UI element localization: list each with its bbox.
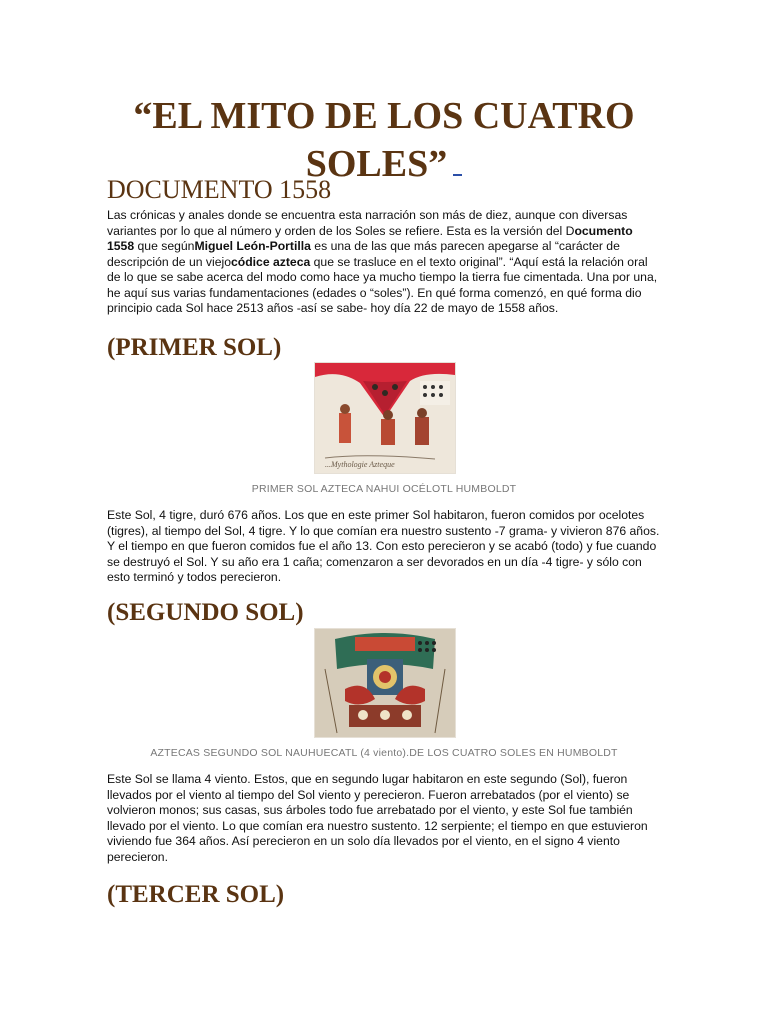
segundo-sol-codex-image: [314, 628, 456, 738]
intro-bold-codice: códice azteca: [230, 254, 311, 269]
title-link-mark[interactable]: [453, 162, 462, 176]
primer-sol-codex-image: [314, 362, 456, 474]
caption-primer-sol: PRIMER SOL AZTECA NAHUI OCÉLOTL HUMBOLDT: [251, 483, 517, 495]
document-heading: DOCUMENTO 1558: [107, 175, 332, 204]
intro-paragraph: [107, 208, 663, 317]
section-heading-tercer-sol: (TERCER SOL): [107, 881, 285, 908]
intro-text-3: es una de las que más parecen apegarse al “carácter de descripción de un viejo: [107, 239, 620, 269]
intro-text-2: que según: [134, 239, 195, 253]
intro-bold-author: Miguel León-Portilla: [194, 239, 311, 253]
title-line-2: SOLES”: [305, 143, 448, 185]
section-heading-primer-sol: (PRIMER SOL): [107, 334, 282, 361]
intro-text-4: que se trasluce en el texto original”. “Aquí está la relación oral de lo que se sabe acerca del modo como hace ya mucho tiempo la tierra fue cimentada. Una por una, he aquí sus varias fundamentaciones (edades o “soles”). En qué forma comenzó, en qué forma dio principio cada Sol hace 2513 años -así se sabe- hoy día 22 de mayo de 1558 años.: [107, 254, 658, 315]
caption-segundo-sol: AZTECAS SEGUNDO SOL NAUHUECATL (4 viento).DE LOS CUATRO SOLES EN HUMBOLDT: [150, 747, 618, 759]
section-heading-segundo-sol: (SEGUNDO SOL): [107, 599, 304, 626]
intro-text-1: Las crónicas y anales donde se encuentra esta narración son más de diez, aunque con diversas variantes por lo que al número y orden de los Soles se refiere. Esta es la versión del D: [107, 208, 628, 238]
paragraph-primer-sol: Este Sol, 4 tigre, duró 676 años. Los que en este primer Sol habitaron, fueron comidos por ocelotes (tigres), al tiempo del Sol, 4 tigre. Y lo que comían era nuestro sustento -7 grama- y vivieron 876 años. Y el tiempo en que fueron comidos fue el año 13. Con esto perecieron y se acabó (todo) y fue cuando se destruyó el Sol. Y su año era 1 caña; comenzaron a ser devorados en un día -4 tigre- y sólo con esto terminó y todos perecieron.: [107, 508, 660, 584]
intro-bold-documento: ocumento 1558: [107, 223, 633, 253]
title-line-1: “EL MITO DE LOS CUATRO: [133, 95, 635, 137]
paragraph-segundo-sol: Este Sol se llama 4 viento. Estos, que en segundo lugar habitaron en este segundo (Sol), fueron llevados por el viento al tiempo del Sol viento y perecieron. Fueron arrebatados (por el viento) se volvieron monos; sus casas, sus árboles todo fue arrebatado por el viento, y este Sol fue también llevado por el viento. Lo que comían era nuestro sustento. 12 serpiente; el tiempo en que estuvieron viviendo fue 364 años. Así perecieron en un solo día llevados por el viento, en el signo 4 viento perecieron.: [107, 772, 648, 864]
image1-inscription: ...Mythologie Azteque: [325, 460, 395, 469]
